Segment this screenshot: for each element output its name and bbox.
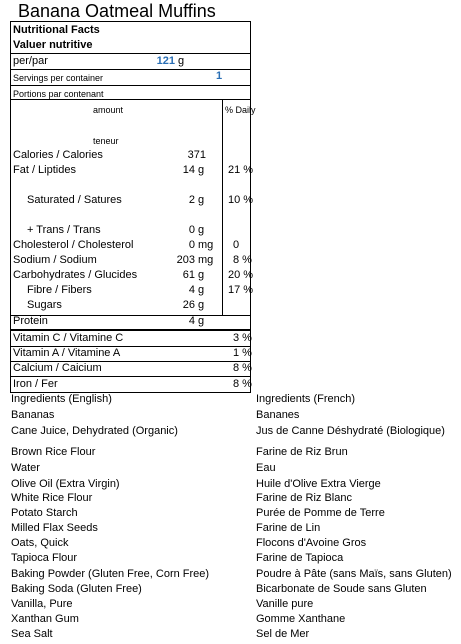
ingredient-french: Bananes — [256, 409, 300, 421]
ingredient-french: Huile d'Olive Extra Vierge — [256, 478, 381, 490]
nutrient-unit: mg — [198, 239, 214, 251]
ingredient-english: Olive Oil (Extra Virgin) — [11, 478, 120, 490]
nutrient-label: Sugars — [27, 299, 62, 311]
nutrient-amount: 14 — [182, 164, 195, 176]
ingredient-english: Cane Juice, Dehydrated (Organic) — [11, 425, 178, 437]
amount-header: amount — [93, 105, 124, 115]
ingredient-english: Vanilla, Pure — [11, 598, 73, 610]
ingredient-french: Farine de Riz Brun — [256, 446, 348, 458]
nutrient-label: Carbohydrates / Glucides — [13, 269, 138, 281]
ingredient-french: Farine de Riz Blanc — [256, 492, 352, 504]
teneur-header: teneur — [93, 136, 119, 146]
per-label: per/par — [13, 55, 48, 67]
nutrient-amount: 2 — [188, 194, 195, 206]
vitamin-daily-value: 1 % — [233, 347, 252, 359]
nutrient-amount: 61 — [182, 269, 195, 281]
vitamin-label: Vitamin A / Vitamine A — [13, 347, 121, 359]
servings-per-container-label: Servings per container — [13, 73, 104, 83]
nutrient-unit: g — [198, 299, 205, 311]
nutrient-unit: g — [198, 224, 205, 236]
nutrient-label: + Trans / Trans — [27, 224, 101, 236]
nutrient-unit: mg — [198, 254, 214, 266]
nutrient-label: Fibre / Fibers — [27, 284, 92, 296]
thick-divider — [11, 329, 250, 331]
nutrient-unit: g — [198, 284, 205, 296]
ingredient-french: Eau — [256, 462, 276, 474]
ingredient-french: Farine de Lin — [256, 522, 321, 534]
nutrient-daily-value: 0 — [233, 239, 240, 251]
nutrient-amount: 4 — [188, 284, 195, 296]
ingredient-english: Tapioca Flour — [11, 552, 78, 564]
valeur-nutritive-heading: Valuer nutritive — [13, 39, 93, 51]
nutrient-label: Protein — [13, 315, 48, 327]
ingredient-english: Milled Flax Seeds — [11, 522, 98, 534]
nutrient-unit: g — [198, 164, 205, 176]
nutrient-label: Saturated / Satures — [27, 194, 122, 206]
nutrient-amount: 0 — [188, 239, 195, 251]
column-divider — [222, 99, 223, 316]
ingredient-french: Flocons d'Avoine Gros — [256, 537, 367, 549]
ingredient-french: Vanille pure — [256, 598, 314, 610]
divider — [11, 85, 250, 86]
nutrient-daily-value: 10 % — [228, 194, 254, 206]
ingredient-french: Jus de Canne Déshydraté (Biologique) — [256, 425, 445, 437]
nutritional-facts-heading: Nutritional Facts — [13, 24, 100, 36]
ingredient-english: Bananas — [11, 409, 55, 421]
ingredient-english: Xanthan Gum — [11, 613, 79, 625]
divider — [11, 69, 250, 70]
ingredient-french: Sel de Mer — [256, 628, 310, 640]
nutrient-daily-value: 8 % — [233, 254, 252, 266]
portions-label: Portions par contenant — [13, 89, 104, 99]
nutrient-label: Calories / Calories — [13, 149, 103, 161]
vitamin-daily-value: 3 % — [233, 332, 252, 344]
ingredient-french: Poudre à Pâte (sans Maïs, sans Gluten) — [256, 568, 452, 580]
nutrient-amount: 4 — [188, 315, 195, 327]
divider — [11, 376, 250, 377]
nutrition-facts-table — [10, 21, 256, 393]
nutrient-daily-value: 21 % — [228, 164, 254, 176]
divider — [11, 99, 250, 100]
nutrient-label: Sodium / Sodium — [13, 254, 97, 266]
ingredient-french: Bicarbonate de Soude sans Gluten — [256, 583, 427, 595]
ingredients-french-header: Ingredients (French) — [256, 393, 356, 405]
ingredient-english: Baking Powder (Gluten Free, Corn Free) — [11, 568, 210, 580]
nutrient-daily-value: 17 % — [228, 284, 254, 296]
vitamin-label: Calcium / Caicium — [13, 362, 102, 374]
ingredient-english: White Rice Flour — [11, 492, 93, 504]
servings-per-container-value: 1 — [216, 70, 223, 82]
ingredient-french: Gomme Xanthane — [256, 613, 346, 625]
ingredients-english-header: Ingredients (English) — [11, 393, 112, 405]
nutrient-amount: 0 — [188, 224, 195, 236]
vitamin-daily-value: 8 % — [233, 378, 252, 390]
nutrient-unit: g — [198, 269, 205, 281]
ingredient-french: Purée de Pomme de Terre — [256, 507, 385, 519]
ingredient-english: Baking Soda (Gluten Free) — [11, 583, 142, 595]
nutrient-amount: 371 — [187, 149, 206, 161]
vitamin-daily-value: 8 % — [233, 362, 252, 374]
divider — [11, 53, 250, 54]
ingredient-english: Sea Salt — [11, 628, 53, 640]
nutrient-amount: 26 — [182, 299, 195, 311]
ingredient-english: Brown Rice Flour — [11, 446, 96, 458]
ingredient-english: Oats, Quick — [11, 537, 69, 549]
nutrient-label: Cholesterol / Cholesterol — [13, 239, 134, 251]
nutrient-daily-value: 20 % — [228, 269, 254, 281]
serving-size-value: 121 — [156, 55, 175, 67]
nutrient-unit: g — [198, 194, 205, 206]
ingredient-english: Water — [11, 462, 40, 474]
vitamin-label: Iron / Fer — [13, 378, 58, 390]
nutrient-amount: 203 — [176, 254, 195, 266]
page-title: Banana Oatmeal Muffins — [18, 1, 216, 21]
ingredient-french: Farine de Tapioca — [256, 552, 344, 564]
daily-value-header: % Daily — [225, 105, 256, 115]
ingredient-english: Potato Starch — [11, 507, 78, 519]
nutrient-label: Fat / Liptides — [13, 164, 76, 176]
vitamin-label: Vitamin C / Vitamine C — [13, 332, 124, 344]
nutrient-unit: g — [198, 315, 205, 327]
serving-size-unit: g — [178, 55, 185, 67]
